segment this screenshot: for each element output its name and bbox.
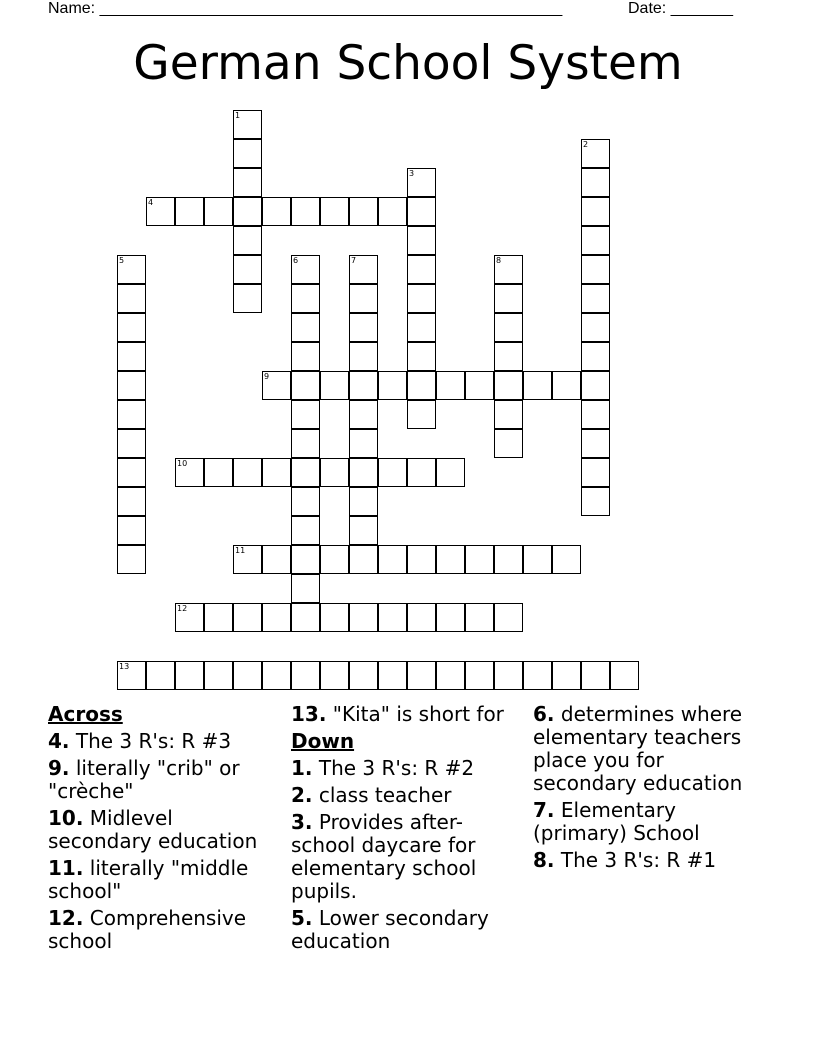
- grid-cell[interactable]: [233, 458, 262, 487]
- grid-cell[interactable]: [291, 661, 320, 690]
- grid-cell[interactable]: [494, 400, 523, 429]
- grid-cell[interactable]: [523, 661, 552, 690]
- grid-cell[interactable]: [407, 342, 436, 371]
- grid-cell[interactable]: [233, 168, 262, 197]
- grid-cell[interactable]: [291, 516, 320, 545]
- cell-number: 1: [235, 111, 241, 120]
- grid-cell[interactable]: [407, 371, 436, 400]
- grid-cell[interactable]: [117, 516, 146, 545]
- clue-number: 11.: [48, 856, 84, 880]
- grid-cell[interactable]: [233, 603, 262, 632]
- clue-across-9: [48, 757, 273, 803]
- grid-cell[interactable]: [523, 545, 552, 574]
- grid-cell[interactable]: [581, 661, 610, 690]
- grid-cell[interactable]: [349, 429, 378, 458]
- grid-cell[interactable]: [146, 661, 175, 690]
- clue-text: literally "crib" or "crèche": [48, 756, 240, 803]
- clue-down-5: [291, 907, 526, 953]
- grid-cell[interactable]: [175, 458, 204, 487]
- date-field-label: Date: _______: [628, 0, 733, 17]
- grid-cell[interactable]: [494, 661, 523, 690]
- grid-cell[interactable]: [378, 661, 407, 690]
- grid-cell[interactable]: [117, 400, 146, 429]
- grid-cell[interactable]: [291, 342, 320, 371]
- grid-cell[interactable]: [291, 458, 320, 487]
- grid-cell[interactable]: [349, 545, 378, 574]
- clue-down-1: [291, 757, 526, 780]
- grid-cell[interactable]: [291, 603, 320, 632]
- grid-cell[interactable]: [291, 400, 320, 429]
- grid-cell[interactable]: [349, 487, 378, 516]
- grid-cell[interactable]: [349, 284, 378, 313]
- clue-across-13: [291, 703, 526, 726]
- clue-number: 9.: [48, 756, 70, 780]
- clue-across-4: [48, 730, 273, 753]
- grid-cell[interactable]: [494, 429, 523, 458]
- grid-cell[interactable]: [552, 371, 581, 400]
- grid-cell[interactable]: [436, 661, 465, 690]
- grid-cell[interactable]: [581, 342, 610, 371]
- clue-number: 3.: [291, 810, 313, 834]
- grid-cell[interactable]: [204, 661, 233, 690]
- grid-cell[interactable]: [349, 342, 378, 371]
- grid-cell[interactable]: [233, 661, 262, 690]
- clues-column-3: [533, 703, 748, 876]
- grid-cell[interactable]: [146, 197, 175, 226]
- grid-cell[interactable]: [581, 458, 610, 487]
- grid-cell[interactable]: [465, 603, 494, 632]
- cell-number: 12: [177, 604, 188, 613]
- grid-cell[interactable]: [552, 545, 581, 574]
- grid-cell[interactable]: [581, 400, 610, 429]
- clue-number: 1.: [291, 756, 313, 780]
- grid-cell[interactable]: [320, 371, 349, 400]
- grid-cell[interactable]: [291, 313, 320, 342]
- grid-cell[interactable]: [320, 545, 349, 574]
- clue-across-12: [48, 907, 273, 953]
- grid-cell[interactable]: [349, 516, 378, 545]
- grid-cell[interactable]: [407, 400, 436, 429]
- grid-cell[interactable]: [436, 371, 465, 400]
- clue-text: "Kita" is short for: [326, 702, 504, 726]
- grid-cell[interactable]: [117, 545, 146, 574]
- grid-cell[interactable]: [494, 371, 523, 400]
- cell-number: 11: [235, 546, 246, 555]
- grid-cell[interactable]: [175, 661, 204, 690]
- grid-cell[interactable]: [581, 284, 610, 313]
- cell-number: 13: [119, 662, 130, 671]
- grid-cell[interactable]: [581, 197, 610, 226]
- clue-number: 10.: [48, 806, 84, 830]
- grid-cell[interactable]: [494, 603, 523, 632]
- grid-cell[interactable]: [291, 255, 320, 284]
- grid-cell[interactable]: [233, 139, 262, 168]
- grid-cell[interactable]: [407, 197, 436, 226]
- cell-number: 3: [409, 169, 415, 178]
- grid-cell[interactable]: [349, 313, 378, 342]
- clue-down-6: [533, 703, 748, 795]
- grid-cell[interactable]: [378, 603, 407, 632]
- grid-cell[interactable]: [233, 255, 262, 284]
- grid-cell[interactable]: [581, 255, 610, 284]
- grid-cell[interactable]: [291, 284, 320, 313]
- grid-cell[interactable]: [204, 458, 233, 487]
- grid-cell[interactable]: [494, 313, 523, 342]
- page-title: German School System: [133, 36, 683, 91]
- cell-number: 7: [351, 256, 357, 265]
- grid-cell[interactable]: [175, 197, 204, 226]
- clue-text: The 3 R's: R #1: [554, 848, 717, 872]
- clue-number: 5.: [291, 906, 313, 930]
- cell-number: 8: [496, 256, 502, 265]
- grid-cell[interactable]: [436, 458, 465, 487]
- clue-number: 6.: [533, 702, 555, 726]
- grid-cell[interactable]: [320, 197, 349, 226]
- name-field-label: Name: ____________________________________________________: [48, 0, 563, 17]
- clue-text: Lower secondary education: [291, 906, 489, 953]
- clue-down-7: [533, 799, 748, 845]
- grid-cell[interactable]: [436, 545, 465, 574]
- cell-number: 10: [177, 459, 188, 468]
- grid-cell[interactable]: [291, 574, 320, 603]
- cell-number: 5: [119, 256, 125, 265]
- cell-number: 6: [293, 256, 299, 265]
- clue-number: 13.: [291, 702, 327, 726]
- clue-down-2: [291, 784, 526, 807]
- grid-cell[interactable]: [117, 255, 146, 284]
- grid-cell[interactable]: [407, 313, 436, 342]
- grid-cell[interactable]: [581, 226, 610, 255]
- grid-cell[interactable]: [262, 458, 291, 487]
- grid-cell[interactable]: [233, 226, 262, 255]
- clue-text: determines where elementary teachers place you for secondary education: [533, 702, 743, 795]
- grid-cell[interactable]: [117, 458, 146, 487]
- grid-cell[interactable]: [581, 313, 610, 342]
- grid-cell[interactable]: [349, 197, 378, 226]
- grid-cell[interactable]: [349, 603, 378, 632]
- grid-cell[interactable]: [407, 545, 436, 574]
- grid-cell[interactable]: [349, 371, 378, 400]
- grid-cell[interactable]: [407, 603, 436, 632]
- grid-cell[interactable]: [117, 313, 146, 342]
- grid-cell[interactable]: [378, 545, 407, 574]
- cell-number: 2: [583, 140, 589, 149]
- grid-cell[interactable]: [204, 197, 233, 226]
- clue-down-3: [291, 811, 526, 903]
- grid-cell[interactable]: [291, 197, 320, 226]
- grid-cell[interactable]: [320, 661, 349, 690]
- grid-cell[interactable]: [407, 661, 436, 690]
- grid-cell[interactable]: [117, 284, 146, 313]
- grid-cell[interactable]: [233, 545, 262, 574]
- grid-cell[interactable]: [465, 545, 494, 574]
- grid-cell[interactable]: [291, 487, 320, 516]
- clue-across-11: [48, 857, 273, 903]
- grid-cell[interactable]: [581, 168, 610, 197]
- grid-cell[interactable]: [175, 603, 204, 632]
- grid-cell[interactable]: [494, 342, 523, 371]
- down-heading: Down: [291, 729, 355, 753]
- grid-cell[interactable]: [349, 661, 378, 690]
- grid-cell[interactable]: [349, 458, 378, 487]
- grid-cell[interactable]: [233, 110, 262, 139]
- grid-cell[interactable]: [378, 197, 407, 226]
- grid-cell[interactable]: [581, 139, 610, 168]
- clue-text: literally "middle school": [48, 856, 249, 903]
- clue-text: The 3 R's: R #2: [312, 756, 475, 780]
- clue-text: Provides after-school daycare for elementary school pupils.: [291, 810, 477, 903]
- across-heading: Across: [48, 702, 123, 726]
- clue-text: Comprehensive school: [48, 906, 247, 953]
- clue-text: Midlevel secondary education: [48, 806, 258, 853]
- grid-cell[interactable]: [552, 661, 581, 690]
- grid-cell[interactable]: [581, 371, 610, 400]
- grid-cell[interactable]: [262, 197, 291, 226]
- grid-cell[interactable]: [291, 429, 320, 458]
- clue-across-10: [48, 807, 273, 853]
- grid-cell[interactable]: [494, 284, 523, 313]
- grid-cell[interactable]: [436, 603, 465, 632]
- grid-cell[interactable]: [262, 603, 291, 632]
- clue-number: 7.: [533, 798, 555, 822]
- grid-cell[interactable]: [233, 197, 262, 226]
- grid-cell[interactable]: [610, 661, 639, 690]
- clue-number: 12.: [48, 906, 84, 930]
- grid-cell[interactable]: [320, 458, 349, 487]
- grid-cell[interactable]: [262, 371, 291, 400]
- clues-column-2: [291, 703, 526, 957]
- grid-cell[interactable]: [291, 371, 320, 400]
- grid-cell[interactable]: [291, 545, 320, 574]
- clue-text: class teacher: [312, 783, 452, 807]
- grid-cell[interactable]: [378, 458, 407, 487]
- grid-cell[interactable]: [117, 429, 146, 458]
- clue-text: The 3 R's: R #3: [69, 729, 232, 753]
- grid-cell[interactable]: [262, 661, 291, 690]
- grid-cell[interactable]: [465, 371, 494, 400]
- clue-number: 2.: [291, 783, 313, 807]
- grid-cell[interactable]: [349, 400, 378, 429]
- grid-cell[interactable]: [407, 226, 436, 255]
- grid-cell[interactable]: [117, 487, 146, 516]
- grid-cell[interactable]: [117, 342, 146, 371]
- grid-cell[interactable]: [407, 284, 436, 313]
- grid-cell[interactable]: [494, 545, 523, 574]
- grid-cell[interactable]: [349, 255, 378, 284]
- grid-cell[interactable]: [233, 284, 262, 313]
- clue-number: 4.: [48, 729, 70, 753]
- grid-cell[interactable]: [262, 545, 291, 574]
- clue-down-8: [533, 849, 748, 872]
- clue-text: Elementary (primary) School: [533, 798, 700, 845]
- grid-cell[interactable]: [523, 371, 552, 400]
- grid-cell[interactable]: [407, 255, 436, 284]
- grid-cell[interactable]: [581, 487, 610, 516]
- grid-cell[interactable]: [378, 371, 407, 400]
- cell-number: 9: [264, 372, 270, 381]
- grid-cell[interactable]: [117, 661, 146, 690]
- grid-cell[interactable]: [465, 661, 494, 690]
- grid-cell[interactable]: [407, 168, 436, 197]
- clue-number: 8.: [533, 848, 555, 872]
- grid-cell[interactable]: [581, 429, 610, 458]
- grid-cell[interactable]: [320, 603, 349, 632]
- grid-cell[interactable]: [117, 371, 146, 400]
- grid-cell[interactable]: [204, 603, 233, 632]
- grid-cell[interactable]: [407, 458, 436, 487]
- cell-number: 4: [148, 198, 154, 207]
- grid-cell[interactable]: [494, 255, 523, 284]
- clues-column-1: [48, 703, 273, 957]
